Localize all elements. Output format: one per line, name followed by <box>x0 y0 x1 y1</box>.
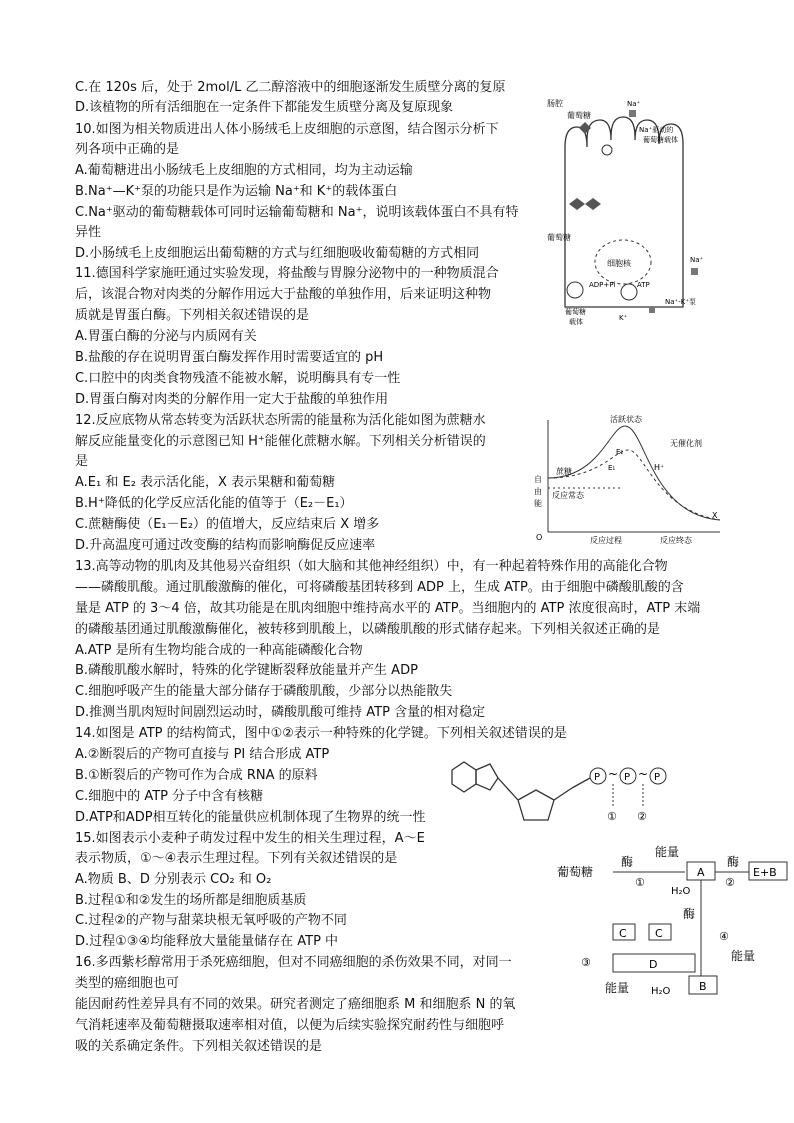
text-line: B.盐酸的存在说明胃蛋白酶发挥作用时需要适宜的 pH <box>75 350 384 365</box>
text-line: 16.多西紫杉醇常用于杀死癌细胞，但对不同癌细胞的杀伤效果不同，对同一 <box>75 955 512 970</box>
purine-ring <box>452 762 476 792</box>
process-label: 反应过程 <box>590 536 622 545</box>
enzyme-label-3: 酶 <box>683 907 696 921</box>
text-line: 11.德国科学家施旺通过实验发现，将盐酸与胃腺分泌物中的一种物质混合 <box>75 266 499 281</box>
glycosidic-bond <box>498 778 518 800</box>
figure-14-atp-structure <box>440 748 690 826</box>
box-b-label: B <box>699 980 707 993</box>
h-label: H⁺ <box>654 463 665 472</box>
na-shape <box>629 110 636 117</box>
text-line: C.Na⁺驱动的葡萄糖载体可同时运输葡萄糖和 Na⁺，说明该载体蛋白不具有特 <box>75 205 519 220</box>
phosphate-label: P <box>654 772 661 783</box>
text-line: A.②断裂后的产物可直接与 PI 结合形成 ATP <box>75 747 330 762</box>
carrier-bottom-label: 载体 <box>569 318 583 326</box>
text-line: 的磷酸基团通过肌酸激酶催化，被转移到肌酸上，以磷酸肌酸的形式储存起来。下列相关叙述正确的是 <box>75 622 661 637</box>
pump-label: Na⁺-K⁺泵 <box>665 298 697 306</box>
high-energy-bond-2: ~ <box>638 767 649 781</box>
text-line: D.过程①③④均能释放大量能量储存在 ATP 中 <box>75 934 339 949</box>
energy-label-1: 能量 <box>655 845 680 859</box>
h2o-in-label: H₂O <box>671 886 691 897</box>
box-c-label: C <box>655 927 663 940</box>
text-line: 气消耗速率及葡萄糖摄取速率相对值，以便为后续实验探究耐药性与细胞呼 <box>75 1018 505 1033</box>
text-line: C.蔗糖酶使（E₁－E₂）的值增大，反应结束后 X 增多 <box>75 517 380 532</box>
text-line: B.①断裂后的产物可作为合成 RNA 的原料 <box>75 768 318 783</box>
text-line: ——磷酸肌酸。通过肌酸激酶的催化，可将磷酸基团转移到 ADP 上，生成 ATP。由于细胞中磷酸肌酸的含 <box>75 580 684 595</box>
text-line: 能因耐药性差异具有不同的效果。研究者测定了癌细胞系 M 和细胞系 N 的氧 <box>75 997 516 1012</box>
na-shape <box>691 268 698 275</box>
figure-12-energy-diagram <box>530 410 725 545</box>
glucose-carrier-shape <box>567 282 583 298</box>
phosphate-label: P <box>624 772 631 783</box>
text-line: A.胃蛋白酶的分泌与内质网有关 <box>75 329 257 344</box>
bond-marker-1: ① <box>607 810 617 823</box>
text-line: 后，该混合物对肉类的分解作用远大于盐酸的单独作用，后来证明这种物 <box>75 287 492 302</box>
lumen-label: 肠腔 <box>547 99 563 108</box>
text-line: C.口腔中的肉类食物残渣不能被水解，说明酶具有专一性 <box>75 371 401 386</box>
glucose-bottom-label: 葡萄糖 <box>565 308 586 316</box>
glucose-label: 葡萄糖 <box>557 865 594 879</box>
text-line: A.葡萄糖进出小肠绒毛上皮细胞的方式相同，均为主动运输 <box>75 163 413 178</box>
glucose-shape <box>585 198 601 210</box>
text-line: D.ATP和ADP相互转化的能量供应机制体现了生物界的统一性 <box>75 810 426 825</box>
carrier-label-2: 葡萄糖载体 <box>643 136 678 144</box>
glucose-left-label: 葡萄糖 <box>547 233 571 242</box>
enzyme-label-1: 酶 <box>621 855 634 869</box>
text-line: 10.如图为相关物质进出人体小肠绒毛上皮细胞的示意图，结合图示分析下 <box>75 122 499 137</box>
enzyme-label-2: 酶 <box>727 855 740 869</box>
text-line: B.H⁺降低的化学反应活化能的值等于（E₂－E₁） <box>75 496 353 511</box>
energy-label-2: 能量 <box>605 981 630 995</box>
sucrose-label: 蔗糖 <box>556 467 572 476</box>
process-2-label: ② <box>725 876 735 889</box>
ribose-ring <box>518 790 554 820</box>
atp-label: ATP <box>637 281 650 289</box>
bond-marker-2: ② <box>637 810 647 823</box>
normal-state-label: 反应常态 <box>552 491 584 500</box>
imidazole-ring <box>476 764 498 790</box>
text-line: 类型的癌细胞也可 <box>75 976 180 991</box>
box-c-label: C <box>619 927 627 940</box>
h2o-out-label: H₂O <box>651 986 671 997</box>
energy-label-3: 能量 <box>731 949 756 963</box>
e1-label: E₁ <box>608 464 616 472</box>
text-line: B.Na⁺—K⁺泵的功能只是作为运输 Na⁺和 K⁺的载体蛋白 <box>75 184 398 199</box>
figure-15-respiration-diagram <box>555 840 790 1000</box>
text-line: C.细胞呼吸产生的能量大部分储存于磷酸肌酸，少部分以热能散失 <box>75 684 453 699</box>
text-line: 表示物质，①～④表示生理过程。下列有关叙述错误的是 <box>75 851 398 866</box>
phosphate-label: P <box>594 772 601 783</box>
e2-label: E₂ <box>616 448 624 456</box>
no-catalyst-label: 无催化剂 <box>670 439 702 448</box>
box-eb-label: E+B <box>753 866 777 879</box>
glucose-shape <box>579 122 591 134</box>
carrier-shape <box>602 145 612 155</box>
text-line: 15.如图表示小麦种子萌发过程中发生的相关生理过程，A～E <box>75 831 425 846</box>
na-top-label: Na⁺ <box>627 100 641 108</box>
na-right-label: Na⁺ <box>690 256 704 264</box>
bond-line <box>572 778 590 788</box>
text-line: A.ATP 是所有生物均能合成的一种高能磷酸化合物 <box>75 643 363 658</box>
text-line: 异性 <box>75 225 102 240</box>
text-line: A.物质 B、D 分别表示 CO₂ 和 O₂ <box>75 872 272 887</box>
box-d-label: D <box>649 958 658 971</box>
text-line: D.升高温度可通过改变酶的结构而影响酶促反应速率 <box>75 538 376 553</box>
text-line: D.该植物的所有活细胞在一定条件下都能发生质壁分离及复原现象 <box>75 100 454 115</box>
text-line: C.过程②的产物与甜菜块根无氧呼吸的产物不同 <box>75 913 347 928</box>
bond-line <box>554 788 572 800</box>
y-label-1: 自 <box>534 475 542 484</box>
text-line: D.推测当肌肉短时间剧烈运动时，磷酸肌酸可维持 ATP 含量的相对稳定 <box>75 705 486 720</box>
glucose-top-label: 葡萄糖 <box>567 111 591 120</box>
adp-label: ADP+Pi <box>589 281 616 289</box>
k-shape <box>649 307 655 313</box>
process-4-label: ④ <box>719 930 729 943</box>
text-line: D.胃蛋白酶对肉类的分解作用一定大于盐酸的单独作用 <box>75 392 389 407</box>
text-line: 解反应能量变化的示意图已知 H⁺能催化蔗糖水解。下列相关分析错误的 <box>75 434 486 449</box>
final-state-label: 反应终态 <box>660 536 692 545</box>
nucleus-label: 细胞核 <box>607 259 631 268</box>
high-energy-bond-1: ~ <box>608 767 619 781</box>
text-line: 是 <box>75 454 89 469</box>
cell-outline <box>565 117 683 307</box>
figure-10-cell-diagram <box>545 92 715 327</box>
k-label: K⁺ <box>619 314 628 322</box>
active-label: 活跃状态 <box>610 415 642 424</box>
text-line: B.过程①和②发生的场所都是细胞质基质 <box>75 893 307 908</box>
text-line: 量是 ATP 的 3～4 倍，故其功能是在肌肉细胞中维持高水平的 ATP。当细胞内的 ATP 浓度很高时，ATP 末端 <box>75 601 701 616</box>
box-a-label: A <box>697 866 705 879</box>
text-line: C.细胞中的 ATP 分子中含有核糖 <box>75 789 264 804</box>
glucose-shape <box>569 198 585 210</box>
text-line: 吸的关系确定条件。下列相关叙述错误的是 <box>75 1039 323 1054</box>
process-3-label: ③ <box>581 956 591 969</box>
x-label: X <box>712 511 718 520</box>
process-1-label: ① <box>635 876 645 889</box>
text-line: 质就是胃蛋白酶。下列相关叙述错误的是 <box>75 308 310 323</box>
text-line: 13.高等动物的肌肉及其他易兴奋组织（如大脑和其他神经组织）中，有一种起着特殊作用的高能化合物 <box>75 559 668 574</box>
origin-label: O <box>536 533 543 542</box>
text-line: A.E₁ 和 E₂ 表示活化能，X 表示果糖和葡萄糖 <box>75 475 336 490</box>
text-line: D.小肠绒毛上皮细胞运出葡萄糖的方式与红细胞吸收葡萄糖的方式相同 <box>75 246 480 261</box>
carrier-label-1: Na⁺驱动的 <box>639 126 674 134</box>
curve-h-catalyst <box>548 450 720 520</box>
pump-shape <box>621 284 637 300</box>
y-label-2: 由 <box>534 487 542 496</box>
text-line: C.在 120s 后，处于 2mol/L 乙二醇溶液中的细胞逐渐发生质壁分离的复原 <box>75 80 506 95</box>
y-label-3: 能 <box>534 499 542 508</box>
text-line: 14.如图是 ATP 的结构简式，图中①②表示一种特殊的化学键。下列相关叙述错误的是 <box>75 726 567 741</box>
text-line: 列各项中正确的是 <box>75 142 180 157</box>
text-line: B.磷酸肌酸水解时，特殊的化学键断裂释放能量并产生 ADP <box>75 663 418 678</box>
text-line: 12.反应底物从常态转变为活跃状态所需的能量称为活化能如图为蔗糖水 <box>75 413 486 428</box>
